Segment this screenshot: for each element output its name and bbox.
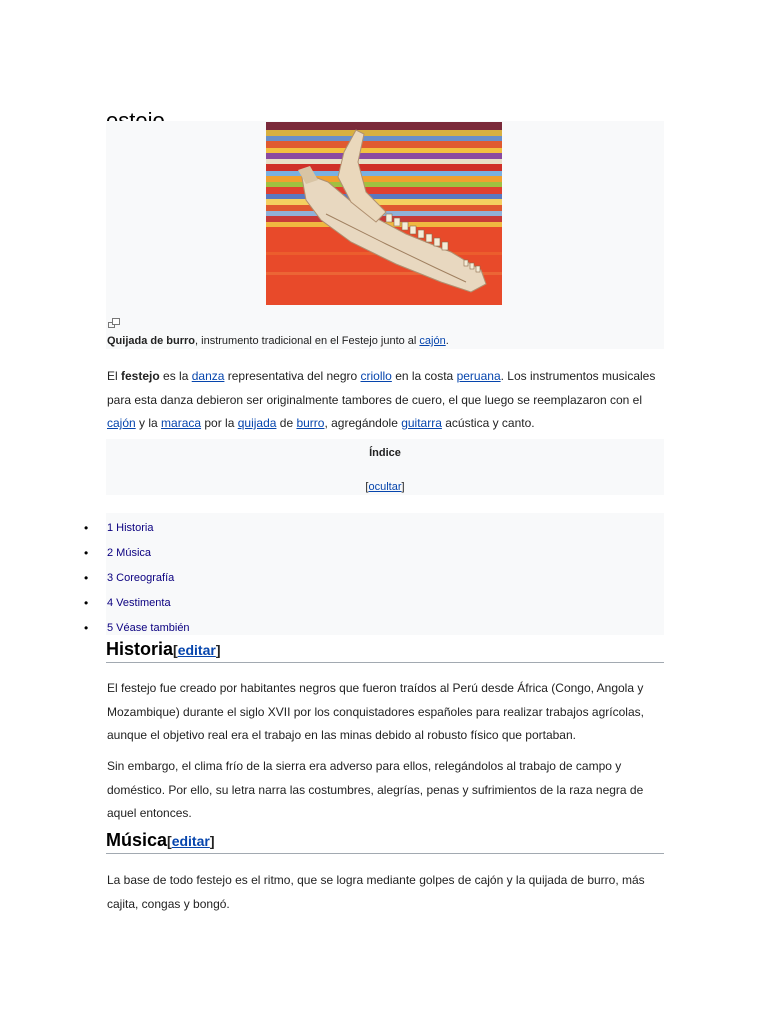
link-maraca[interactable]: maraca: [161, 416, 202, 430]
historia-paragraph-1: El festejo fue creado por habitantes negros que fueron traídos al Perú desde África (Congo, Angola y Mozambique) durante el siglo XVII por los conquistadores españoles para realizar trabajos agrícolas, aunque el objetivo real era el trabajo en las minas debido al robusto físico que portaban.: [107, 681, 644, 742]
caption-text: , instrumento tradicional en el Festejo junto al: [195, 335, 420, 347]
link-burro[interactable]: burro: [296, 416, 325, 430]
toc-item-label: 1 Historia: [107, 522, 154, 534]
bracket: ]: [401, 481, 405, 493]
edit-section: [173, 642, 220, 658]
toc-title: Índice: [369, 447, 401, 459]
intro-text: , agregándole: [324, 416, 402, 430]
toc-item-label: 5 Véase también: [107, 622, 190, 634]
link-peruana[interactable]: peruana: [456, 369, 501, 383]
bracket: [: [167, 833, 172, 849]
bracket: [: [173, 642, 178, 658]
link-danza[interactable]: danza: [191, 369, 225, 383]
musica-paragraph-1: La base de todo festejo es el ritmo, que se logra mediante golpes de cajón y la quijada de burro, más cajita, congas y bongó.: [107, 873, 645, 911]
toc-header: [106, 439, 664, 495]
bullet: •: [84, 596, 89, 610]
intro-bold: festejo: [121, 369, 160, 383]
heading-text: Historia: [106, 639, 174, 659]
toc-list: [106, 513, 664, 635]
toc-item-label: 3 Coreografía: [107, 572, 175, 584]
bracket: [: [365, 481, 369, 493]
bullet: •: [84, 621, 89, 635]
caption-end: .: [445, 335, 449, 347]
link-criollo[interactable]: criollo: [360, 369, 392, 383]
section-heading-musica: [106, 828, 664, 854]
edit-link-historia[interactable]: editar: [177, 642, 216, 658]
edit-section: [167, 833, 214, 849]
bullet: •: [84, 546, 89, 560]
toc-item-label: 2 Música: [107, 547, 152, 559]
toc-hide-link[interactable]: ocultar: [368, 481, 402, 493]
bullet: •: [84, 521, 89, 535]
intro-paragraph: [107, 365, 663, 436]
intro-text: . Los instrumentos musicales para esta danza debieron ser originalmente tambores de cuero, el que luego se reemplazaron con el: [107, 369, 656, 407]
caption-bold: Quijada de burro: [107, 335, 196, 347]
edit-link-musica[interactable]: editar: [171, 833, 210, 849]
intro-text: acústica y canto.: [441, 416, 535, 430]
bullet: •: [84, 571, 89, 585]
thumbnail-figure: [106, 121, 664, 349]
intro-text: representativa del negro: [224, 369, 361, 383]
bracket: ]: [209, 833, 215, 849]
section-heading-historia: [106, 637, 664, 663]
intro-text: en la costa: [391, 369, 457, 383]
historia-paragraph-2: Sin embargo, el clima frío de la sierra era adverso para ellos, relegándolos al trabajo de campo y doméstico. Por ello, su letra narra las costumbres, alegrías, penas y sufrimientos de la raza negra de aquel entonces.: [107, 759, 644, 820]
intro-text: El: [107, 369, 122, 383]
link-quijada[interactable]: quijada: [237, 416, 277, 430]
toc-toggle: [106, 481, 664, 493]
heading-text: Música: [106, 830, 168, 850]
link-guitarra[interactable]: guitarra: [401, 416, 442, 430]
magnify-icon[interactable]: [108, 315, 120, 325]
intro-text: es la: [159, 369, 192, 383]
intro-text: y la: [135, 416, 162, 430]
link-cajon[interactable]: cajón: [419, 335, 446, 347]
toc-item-label: 4 Vestimenta: [107, 597, 171, 609]
bracket: ]: [215, 642, 221, 658]
figure-caption: [107, 334, 449, 348]
link-cajon-intro[interactable]: cajón: [107, 416, 136, 430]
intro-text: de: [276, 416, 297, 430]
jawbone-photo[interactable]: [266, 122, 502, 305]
intro-text: por la: [201, 416, 238, 430]
